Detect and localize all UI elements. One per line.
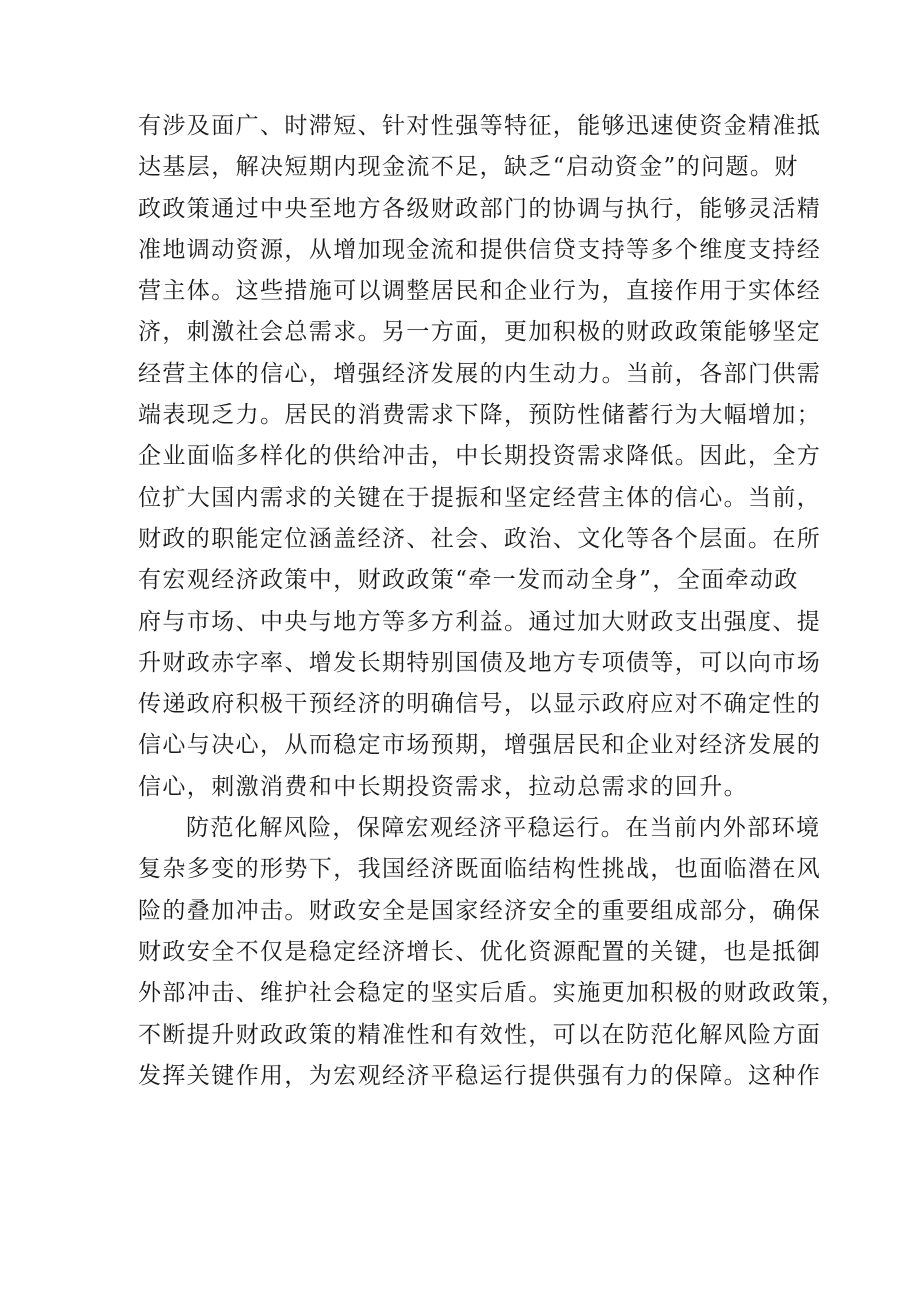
text-line: 传递政府积极干预经济的明确信号，以显示政府应对不确定性的 [138, 691, 822, 718]
text-line: 府与市场、中央与地方等多方利益。通过加大财政支出强度、提 [138, 608, 822, 635]
paragraph-first-line: 防范化解风险，保障宏观经济平稳运行。在当前内外部环境 [186, 815, 821, 842]
text-line: 位扩大国内需求的关键在于提振和坚定经营主体的信心。当前， [138, 484, 822, 511]
text-line: 信心，刺激消费和中长期投资需求，拉动总需求的回升。 [138, 773, 748, 800]
text-line: 济，刺激社会总需求。另一方面，更加积极的财政政策能够坚定 [138, 319, 822, 346]
text-line: 发挥关键作用，为宏观经济平稳运行提供强有力的保障。这种作 [138, 1062, 822, 1089]
text-line: 财政的职能定位涵盖经济、社会、政治、文化等各个层面。在所 [138, 525, 822, 552]
text-line: 达基层，解决短期内现金流不足，缺乏“启动资金”的问题。财 [138, 154, 799, 181]
text-line: 外部冲击、维护社会稳定的坚实后盾。实施更加积极的财政政策， [138, 980, 846, 1007]
text-line: 复杂多变的形势下，我国经济既面临结构性挑战，也面临潜在风 [138, 856, 822, 883]
body-text [138, 106, 846, 1097]
text-line: 升财政赤字率、增发长期特别国债及地方专项债等，可以向市场 [138, 649, 822, 676]
text-line: 准地调动资源，从增加现金流和提供信贷支持等多个维度支持经 [138, 236, 822, 263]
text-line: 有涉及面广、时滞短、针对性强等特征，能够迅速使资金精准抵 [138, 113, 822, 139]
text-line: 不断提升财政政策的精准性和有效性，可以在防范化解风险方面 [138, 1021, 822, 1048]
text-line: 政政策通过中央至地方各级财政部门的协调与执行，能够灵活精 [138, 195, 822, 222]
text-line: 财政安全不仅是稳定经济增长、优化资源配置的关键，也是抵御 [138, 938, 822, 965]
text-line: 端表现乏力。居民的消费需求下降，预防性储蓄行为大幅增加； [138, 402, 822, 429]
text-line: 营主体。这些措施可以调整居民和企业行为，直接作用于实体经 [138, 278, 822, 305]
text-line: 险的叠加冲击。财政安全是国家经济安全的重要组成部分，确保 [138, 897, 822, 924]
text-line: 企业面临多样化的供给冲击，中长期投资需求降低。因此，全方 [138, 443, 822, 470]
text-line: 经营主体的信心，增强经济发展的内生动力。当前，各部门供需 [138, 360, 822, 387]
text-line: 有宏观经济政策中，财政政策“牵一发而动全身”，全面牵动政 [138, 567, 799, 594]
text-line: 信心与决心，从而稳定市场预期，增强居民和企业对经济发展的 [138, 732, 822, 759]
